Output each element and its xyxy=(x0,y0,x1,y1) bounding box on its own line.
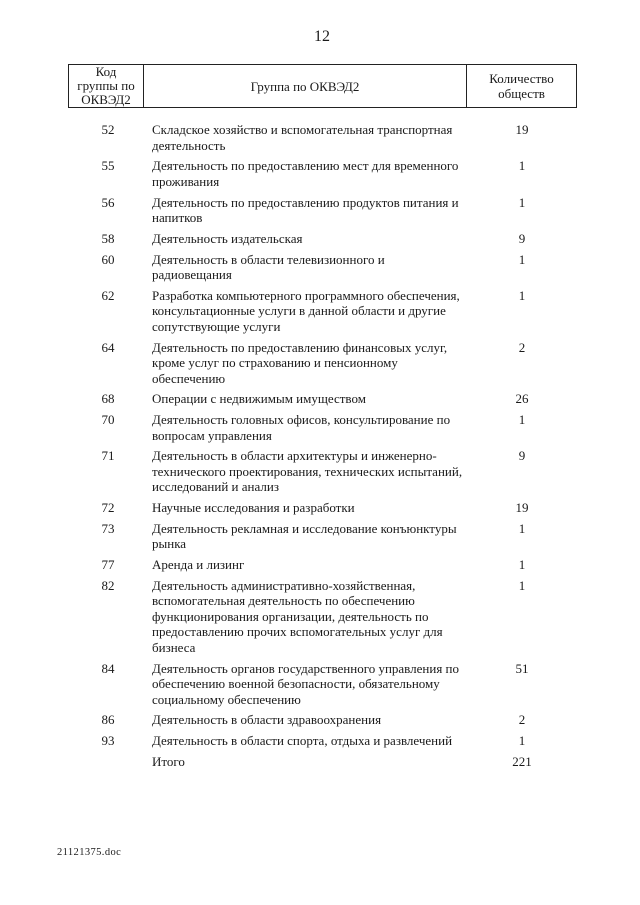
row-code: 73 xyxy=(101,520,115,536)
table-row xyxy=(68,733,577,754)
row-group-line: Деятельность по предоставлению финансовых услуг, xyxy=(152,339,448,355)
row-group-line: вспомогательная деятельность по обеспечению xyxy=(152,593,415,609)
row-code: 60 xyxy=(101,251,115,267)
row-group-line: Научные исследования и разработки xyxy=(152,500,355,515)
page-number: 12 xyxy=(314,28,330,45)
table-row xyxy=(68,391,577,412)
table-row xyxy=(68,288,577,340)
table-row xyxy=(68,158,577,194)
row-group xyxy=(144,195,467,226)
header-code-line: Код xyxy=(95,64,117,79)
row-count: 19 xyxy=(515,500,529,515)
row-group xyxy=(144,557,467,573)
row-code: 93 xyxy=(101,733,115,748)
row-group-line: Деятельность рекламная и исследование конъюнктуры xyxy=(152,520,457,536)
table-body xyxy=(68,122,577,775)
row-group xyxy=(144,391,467,407)
row-group-line: напитков xyxy=(152,210,203,225)
total-label: Итого xyxy=(152,753,185,769)
row-group xyxy=(144,231,467,247)
row-group-line: Складское хозяйство и вспомогательная транспортная xyxy=(152,122,453,137)
row-count: 19 xyxy=(515,122,529,137)
row-group-line: сопутствующие услуги xyxy=(152,318,281,334)
table-row xyxy=(68,252,577,288)
row-group xyxy=(144,288,467,335)
table-row xyxy=(68,340,577,392)
row-count: 9 xyxy=(518,230,526,246)
header-code-column xyxy=(69,65,144,107)
row-group xyxy=(144,448,467,495)
row-group-line: консультационные услуги в данной области и другие xyxy=(152,303,446,319)
row-group-line: кроме услуг по страхованию и пенсионному xyxy=(152,355,398,370)
row-group-line: Деятельность издательская xyxy=(152,230,303,246)
header-count-line: Количество xyxy=(489,71,554,86)
table-total-row xyxy=(68,754,577,775)
row-count: 1 xyxy=(518,733,526,748)
header-group-column xyxy=(144,65,467,107)
row-count: 1 xyxy=(518,251,526,267)
row-group-line: Аренда и лизинг xyxy=(152,557,245,572)
row-group-line: радиовещания xyxy=(152,267,232,282)
row-code: 84 xyxy=(101,660,115,676)
row-group xyxy=(144,661,467,708)
row-group-line: исследований и анализ xyxy=(152,479,279,495)
row-group xyxy=(144,122,467,153)
table-row xyxy=(68,521,577,557)
row-group-line: предоставлению прочих вспомогательных услуг для xyxy=(152,624,443,640)
row-group-line: Разработка компьютерного программного обеспечения, xyxy=(152,287,460,303)
table-row xyxy=(68,122,577,158)
row-count: 1 xyxy=(518,577,526,593)
row-code: 58 xyxy=(101,230,115,246)
row-group xyxy=(144,733,467,749)
footer-filename: 21121375.doc xyxy=(57,847,122,858)
table-row xyxy=(68,412,577,448)
row-group-line: проживания xyxy=(152,173,220,189)
row-count: 1 xyxy=(518,520,526,536)
row-group-line: функционирования организации, деятельность по xyxy=(152,608,429,624)
row-code: 70 xyxy=(101,412,115,427)
row-group-line: Деятельность по предоставлению продуктов питания и xyxy=(152,194,459,210)
row-code: 72 xyxy=(101,500,115,515)
table-row xyxy=(68,578,577,661)
row-group-line: бизнеса xyxy=(152,639,196,655)
row-count: 1 xyxy=(518,194,526,210)
row-group-line: Деятельность органов государственного управления по xyxy=(152,660,460,676)
row-group xyxy=(144,412,467,443)
row-count: 26 xyxy=(515,391,529,407)
table-row xyxy=(68,661,577,713)
row-count: 2 xyxy=(518,712,526,728)
row-group-line: Операции с недвижимым имуществом xyxy=(152,391,366,407)
row-group xyxy=(144,252,467,283)
row-code: 77 xyxy=(101,557,115,572)
row-count: 1 xyxy=(518,287,526,303)
row-group-line: вопросам управления xyxy=(152,427,272,443)
table-row xyxy=(68,231,577,252)
table-row xyxy=(68,712,577,733)
row-group-line: обеспечению xyxy=(152,370,226,386)
row-group-line: социальному обеспечению xyxy=(152,691,301,707)
row-count: 9 xyxy=(518,448,526,464)
row-code: 55 xyxy=(101,158,115,174)
row-group-line: Деятельность в области телевизионного и xyxy=(152,251,385,267)
row-group-line: обеспечению военной безопасности, обязательному xyxy=(152,676,440,691)
row-group-line: рынка xyxy=(152,536,187,552)
row-group-line: Деятельность по предоставлению мест для временного xyxy=(152,158,459,174)
header-code-line: группы по xyxy=(77,78,135,93)
row-count: 2 xyxy=(518,339,526,355)
table-rows xyxy=(68,122,577,754)
row-code: 62 xyxy=(101,287,115,303)
table-row xyxy=(68,500,577,521)
row-count: 1 xyxy=(518,158,526,174)
row-group xyxy=(144,712,467,728)
header-code-line: ОКВЭД2 xyxy=(81,92,131,107)
total-count: 221 xyxy=(512,753,532,769)
row-group xyxy=(144,500,467,516)
row-code: 68 xyxy=(101,391,115,407)
row-code: 82 xyxy=(101,577,115,593)
table-row xyxy=(68,195,577,231)
row-group xyxy=(144,340,467,387)
row-group xyxy=(144,578,467,656)
row-count: 51 xyxy=(515,660,529,676)
row-code: 64 xyxy=(101,339,115,355)
row-code: 56 xyxy=(101,194,115,210)
row-group-line: Деятельность в области спорта, отдыха и развлечений xyxy=(152,733,453,748)
row-code: 52 xyxy=(101,122,115,137)
table-row xyxy=(68,557,577,578)
row-group xyxy=(144,521,467,552)
row-group xyxy=(144,158,467,189)
row-code: 71 xyxy=(101,448,115,464)
total-code xyxy=(68,754,144,770)
header-count-line: обществ xyxy=(498,86,545,101)
row-group-line: Деятельность в области архитектуры и инженерно- xyxy=(152,448,437,464)
row-count: 1 xyxy=(518,412,526,427)
row-group-line: деятельность xyxy=(152,137,226,153)
table-header xyxy=(68,64,577,108)
row-group-line: Деятельность в области здравоохранения xyxy=(152,712,382,728)
row-count: 1 xyxy=(518,557,526,572)
row-group-line: Деятельность головных офисов, консультирование по xyxy=(152,412,451,427)
header-count-column xyxy=(467,65,576,107)
row-code: 86 xyxy=(101,712,115,728)
row-group-line: Деятельность административно-хозяйственная, xyxy=(152,577,416,593)
header-group-label: Группа по ОКВЭД2 xyxy=(250,78,360,94)
table-row xyxy=(68,448,577,500)
row-group-line: технического проектирования, технических испытаний, xyxy=(152,463,463,479)
